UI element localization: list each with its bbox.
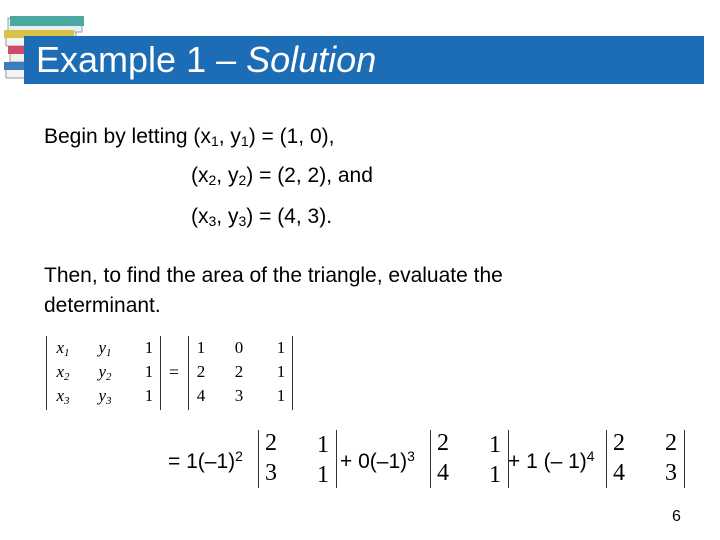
minor-1: 2 1 3 1 xyxy=(258,430,338,488)
minor-2: 2 1 4 1 xyxy=(430,430,510,488)
minor-3: 2 2 4 3 xyxy=(606,430,686,488)
numeric-determinant: 1 0 1 2 2 1 4 3 1 xyxy=(188,336,294,410)
expansion-term-1: = $1(-1)^2$ xyxy=(168,448,243,473)
expansion-term-3: + 1 (– 1)$^4$ xyxy=(508,448,595,473)
body-line-2: ($x_2$, $y_2) = (2$, 2), and xyxy=(191,164,373,188)
slide-title: Example 1 – Solution xyxy=(36,39,377,80)
body-line-3: ($x_3$, $y_3) = (4$, 3). xyxy=(191,205,333,229)
symbolic-determinant: $x_1$ $y_1$ 1 $x_2$ $y_2$ 1 $x_3$ $y_3$ 1 xyxy=(46,336,162,410)
equals-sign: = xyxy=(168,362,180,382)
page-number: 6 xyxy=(672,508,681,525)
body-line-1: Begin by letting ($x_1$, $y_1) = (1$, 0), xyxy=(44,125,335,149)
body-para-2-line-2: determinant. xyxy=(44,294,161,317)
expansion-term-2: + $0(-1)^3$ xyxy=(340,448,415,473)
body-para-2-line-1: Then, to find the area of the triangle, evaluate the xyxy=(44,264,503,287)
